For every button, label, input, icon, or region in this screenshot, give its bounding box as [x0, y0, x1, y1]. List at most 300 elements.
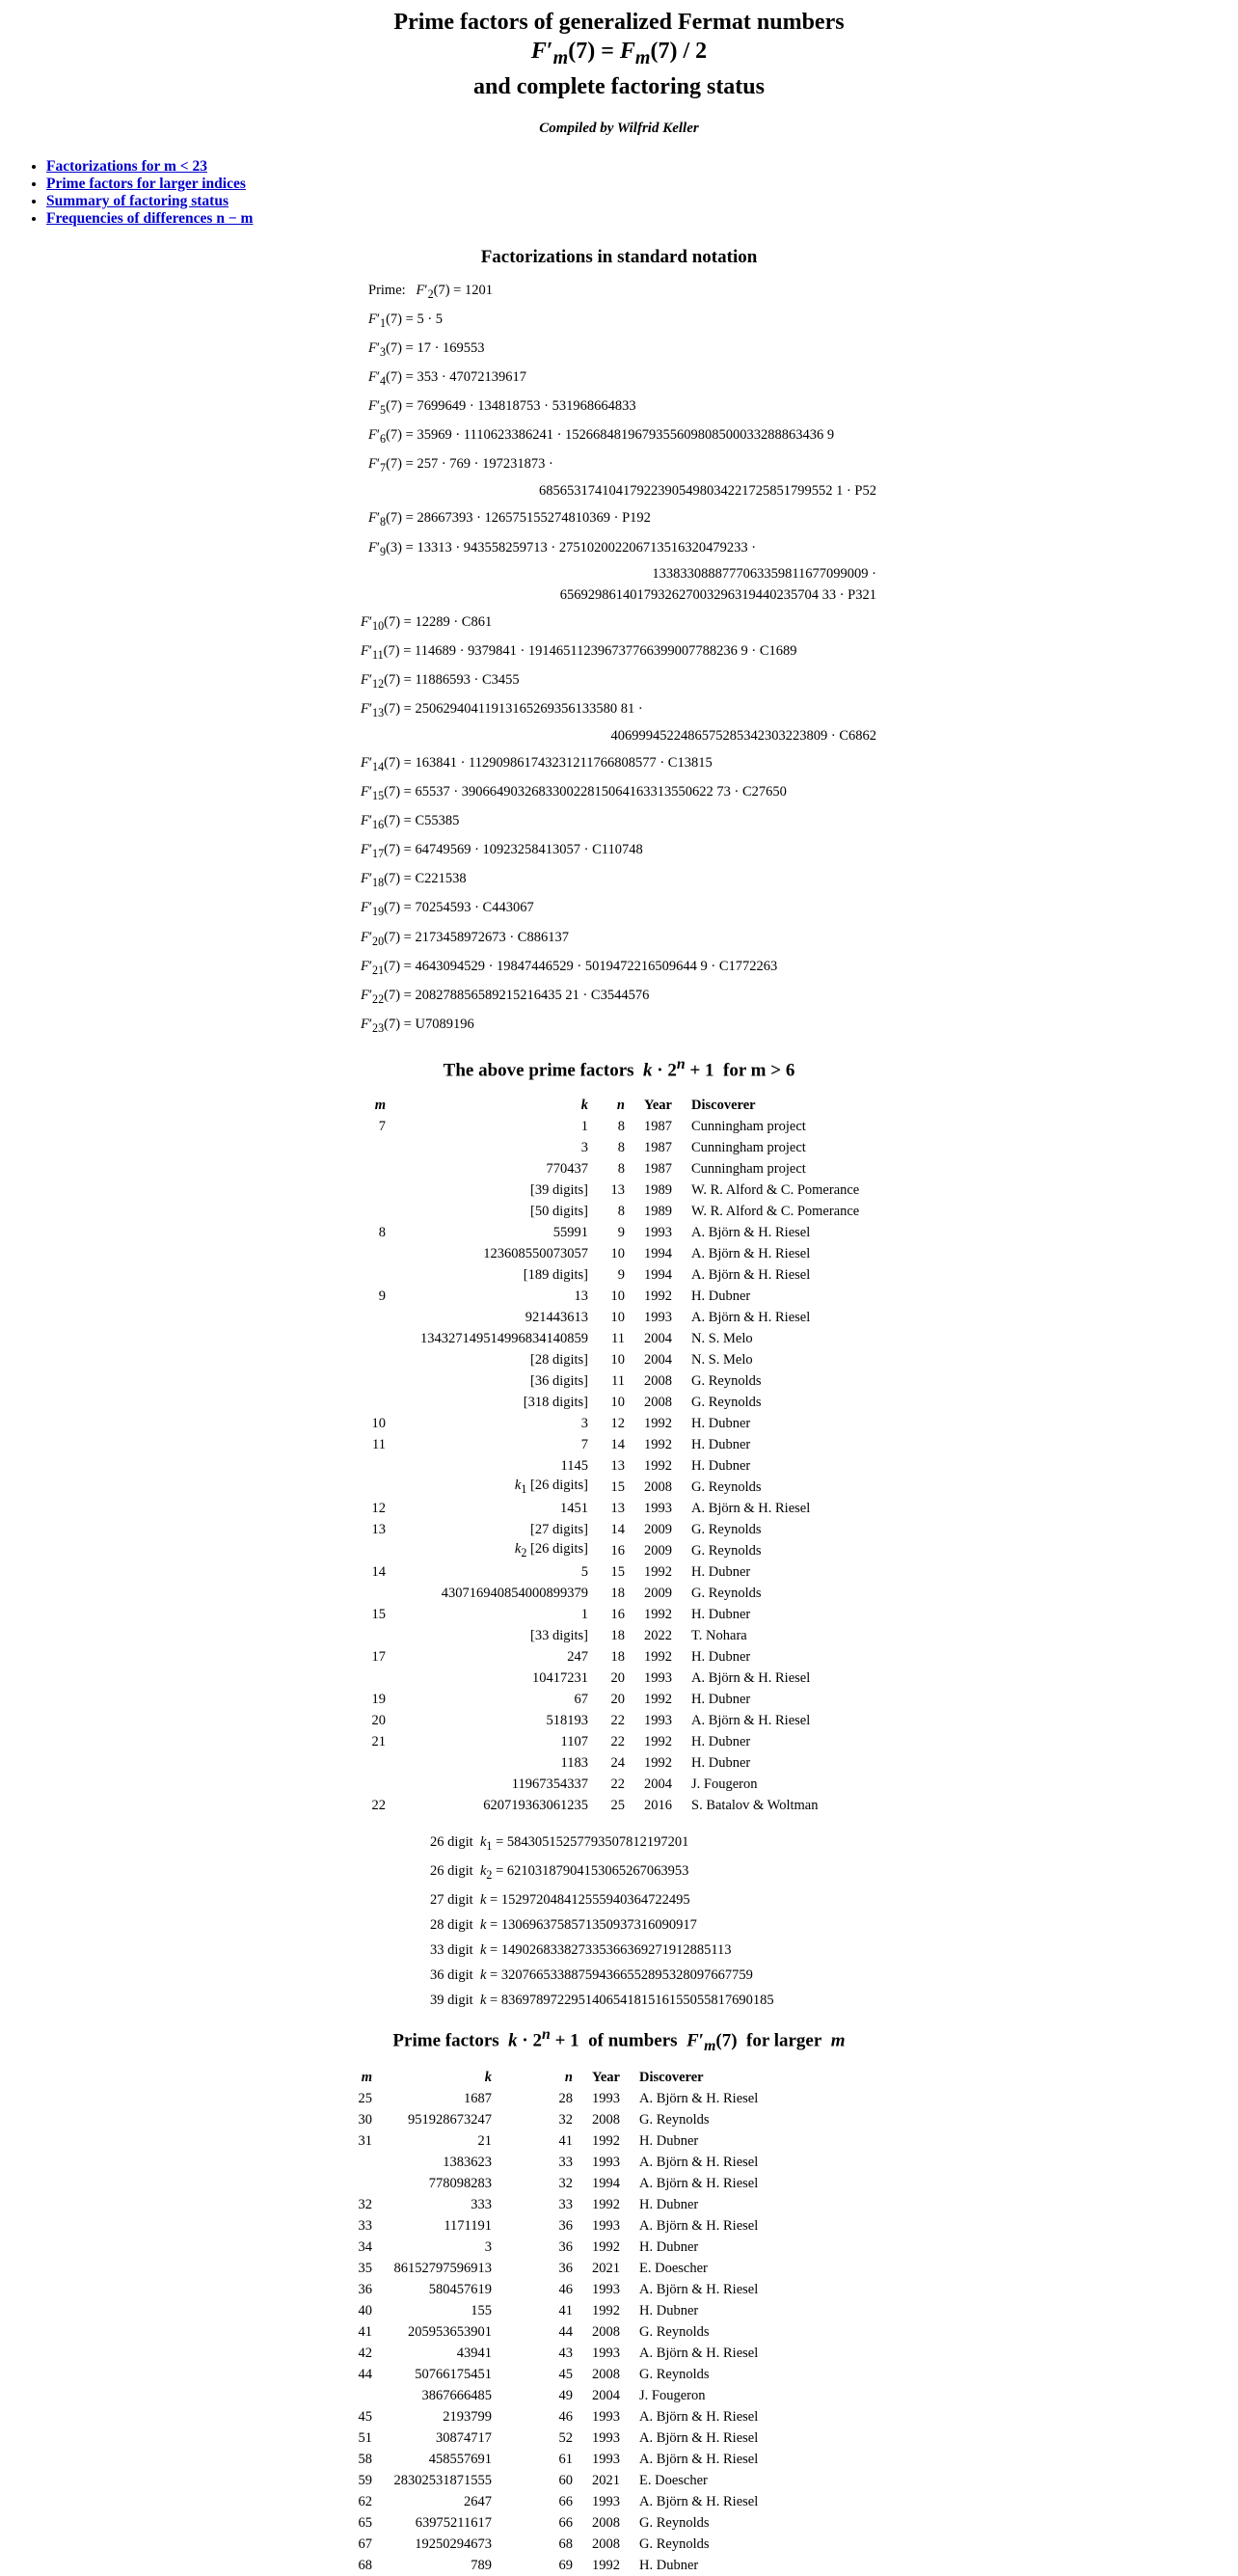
cell-n: 18: [610, 1627, 625, 1643]
digit-row: 39 digit k = 836978972295140654181516155055817690185: [430, 1993, 774, 2009]
cell-n: 66: [558, 2514, 573, 2531]
factorization-row: $F'_8(7) = 28667393 \cdot 126575155274810369 \cdot P192$: [368, 510, 651, 529]
cell-discoverer: A. Björn & H. Riesel: [639, 2217, 759, 2234]
factorization-row: $F'_{19}(7) = 70254593 \cdot C443067$: [361, 900, 534, 919]
cell-k: 1451: [560, 1500, 588, 1516]
cell-m: 20: [371, 1712, 386, 1728]
table-row: [357, 1604, 869, 1625]
toc-link-larger-indices[interactable]: Prime factors for larger indices: [46, 175, 246, 192]
cell-discoverer: H. Dubner: [639, 2238, 699, 2255]
table-row: [343, 2555, 767, 2576]
cell-k: [28 digits]: [529, 1351, 588, 1368]
table-row: [343, 2385, 767, 2406]
factorization-row: Prime: $F'_2(7) = 1201$: [368, 282, 493, 301]
table-row: [343, 2173, 767, 2194]
factorization-row: $F'_3(7) = 17 \cdot 169553$: [368, 339, 485, 359]
table-row: [343, 2130, 767, 2152]
cell-k: 205953653901: [408, 2323, 492, 2340]
cell-k: 134327149514996834140859: [420, 1330, 588, 1346]
cell-discoverer: H. Dubner: [691, 1754, 751, 1771]
cell-m: [357, 1180, 395, 1201]
cell-n: 12: [610, 1415, 625, 1431]
cell-discoverer: G. Reynolds: [691, 1585, 762, 1601]
cell-n: 10: [610, 1309, 625, 1325]
k-symbol: k: [479, 1834, 487, 1851]
table-row: [357, 1434, 869, 1455]
cell-year: 1989: [644, 1181, 672, 1198]
index-m: 19: [372, 905, 385, 919]
cell-discoverer: H. Dubner: [691, 1563, 751, 1580]
table-row: [357, 1137, 869, 1158]
cell-year: 1992: [644, 1415, 672, 1431]
table-row: [343, 2406, 767, 2427]
table-row: [357, 1689, 869, 1710]
base-arg: 7: [388, 900, 396, 916]
cell-discoverer: A. Björn & H. Riesel: [639, 2090, 759, 2106]
title-formula: $F'_m(7) = F_m(7) / 2$: [530, 39, 708, 68]
table-row: [343, 2258, 767, 2279]
col-header-year: Year: [592, 2069, 620, 2085]
cell-m: [343, 2173, 382, 2194]
cell-k: 50766175451: [415, 2366, 492, 2382]
toc-item: [46, 210, 1238, 228]
factorization-value: 114689 · 9379841 · 191465112396737766399007788236 9 · C1689: [415, 642, 797, 659]
factorization-value: 257 · 769 · 197231873 ·: [417, 456, 553, 473]
cell-m: 67: [358, 2535, 372, 2552]
cell-n: 41: [558, 2132, 573, 2149]
cell-n: 8: [617, 1118, 625, 1134]
cell-n: 10: [610, 1351, 625, 1368]
base-arg: 7: [388, 613, 396, 630]
cell-m: [357, 1625, 395, 1646]
fermat-symbol: F: [368, 510, 377, 527]
index-m: 14: [372, 759, 385, 773]
cell-n: 22: [610, 1776, 625, 1792]
cell-k: 458557691: [428, 2451, 492, 2467]
cell-discoverer: G. Reynolds: [639, 2323, 710, 2340]
table-row: [357, 1795, 869, 1816]
cell-k: 3867666485: [421, 2387, 492, 2403]
factorization-row: $F'_5(7) = 7699649 \cdot 134818753 \cdot 531968664833$: [368, 398, 636, 418]
table-row: [343, 2300, 767, 2321]
table-row: [357, 1752, 869, 1774]
cell-n: 10: [610, 1394, 625, 1410]
factorization-row: $F'_{17}(7) = 64749569 \cdot 10923258413057 \cdot C110748$: [361, 842, 643, 861]
table-row: [357, 1158, 869, 1180]
cell-year: 1992: [644, 1606, 672, 1622]
cell-k: 43941: [456, 2345, 492, 2361]
table-row: [357, 1116, 869, 1137]
base-arg: 7: [438, 282, 445, 298]
cell-discoverer: W. R. Alford & C. Pomerance: [691, 1181, 860, 1198]
base-arg: 7: [390, 311, 398, 327]
cell-k: 1171191: [444, 2217, 492, 2234]
cell-year: 1994: [644, 1266, 672, 1283]
toc-item: [46, 176, 1238, 193]
table-row: [357, 1625, 869, 1646]
table-row: [357, 1180, 869, 1201]
cell-year: 1992: [644, 1457, 672, 1474]
fermat-symbol: F: [361, 784, 369, 800]
cell-n: 60: [558, 2472, 573, 2488]
fermat-symbol: F: [361, 1016, 369, 1032]
fermat-symbol: F: [361, 671, 369, 688]
cell-n: 28: [558, 2090, 573, 2106]
cell-m: [357, 1752, 395, 1774]
cell-m: 36: [358, 2281, 372, 2297]
cell-n: 11: [611, 1372, 625, 1389]
cell-k: 580457619: [428, 2281, 492, 2297]
factorization-value: C55385: [415, 813, 460, 829]
cell-n: 9: [617, 1266, 625, 1283]
fermat-symbol: F: [368, 427, 377, 444]
k-value: 1306963758571350937316090917: [500, 1917, 697, 1934]
table-row: [343, 2279, 767, 2300]
cell-year: 1992: [592, 2132, 620, 2149]
table-row: [357, 1307, 869, 1328]
cell-k: 1107: [560, 1733, 588, 1749]
k-value: 149026833827335366369271912885113: [500, 1942, 732, 1959]
cell-discoverer: T. Nohara: [691, 1627, 747, 1643]
cell-year: 1993: [592, 2154, 620, 2170]
cell-m: 25: [358, 2090, 372, 2106]
k-symbol: k: [514, 1541, 522, 1558]
cell-k: 5: [580, 1563, 588, 1580]
base-arg: 7: [388, 671, 396, 688]
factorization-value: 65537 · 390664903268330022815064163313550622 73 · C27650: [415, 784, 787, 800]
factorization-value: 35969 · 1110623386241 · 1526684819679355609808500033288863436 9: [417, 427, 835, 444]
cell-discoverer: Cunningham project: [691, 1118, 806, 1134]
cell-k: [39 digits]: [529, 1181, 588, 1198]
cell-m: 65: [358, 2514, 372, 2531]
cell-m: 58: [358, 2451, 372, 2467]
factorization-value: 12289 · C861: [415, 613, 493, 630]
factorization-value: 13313 · 943558259713 · 275102002206713516320479233 ·: [417, 539, 757, 556]
cell-discoverer: A. Björn & H. Riesel: [639, 2451, 759, 2467]
cell-k: 2193799: [443, 2408, 492, 2425]
table-row: [357, 1328, 869, 1349]
cell-n: 18: [610, 1648, 625, 1665]
col-header-k: k: [580, 1097, 588, 1113]
factorization-row: $F'_{21}(7) = 4643094529 \cdot 19847446529 \cdot 5019472216509644$ 9 · C1772263: [361, 958, 778, 977]
index-m: 22: [372, 991, 385, 1006]
digit-row: 28 digit k = 1306963758571350937316090917: [430, 1917, 697, 1934]
cell-year: 1994: [644, 1245, 672, 1261]
cell-discoverer: G. Reynolds: [691, 1372, 762, 1389]
k-subscript: 1: [521, 1482, 527, 1497]
digit-count: 36 digit: [430, 1967, 473, 1984]
index-m: 18: [372, 876, 385, 890]
factorization-row: $F'_{11}(7) = 114689 \cdot 9379841 \cdot 191465112396737766399007788236$ 9 · C1689: [361, 642, 797, 662]
cell-discoverer: A. Björn & H. Riesel: [639, 2408, 759, 2425]
table-row: [357, 1710, 869, 1731]
cell-year: 2022: [644, 1627, 672, 1643]
cell-year: 2004: [592, 2387, 620, 2403]
digit-row: 33 digit k = 149026833827335366369271912885113: [430, 1942, 732, 1959]
cell-n: 32: [558, 2175, 573, 2191]
cell-year: 1992: [644, 1733, 672, 1749]
cell-k: 21: [477, 2132, 492, 2149]
cell-m: 32: [358, 2196, 372, 2212]
cell-year: 1993: [644, 1500, 672, 1516]
index-m: 4: [380, 373, 387, 388]
cell-n: 20: [610, 1691, 625, 1707]
toc-link-summary[interactable]: Summary of factoring status: [46, 192, 229, 209]
cell-n: 18: [610, 1585, 625, 1601]
cell-k: [27 digits]: [529, 1521, 588, 1537]
factorization-value: 28667393 · 126575155274810369 · P192: [417, 510, 651, 527]
cell-year: 1993: [644, 1309, 672, 1325]
cell-discoverer: N. S. Melo: [691, 1330, 753, 1346]
table-row: [357, 1668, 869, 1689]
cell-n: 8: [617, 1203, 625, 1219]
cell-k: 951928673247: [408, 2111, 492, 2128]
k-value: 152972048412555940364722495: [500, 1892, 690, 1909]
cell-m: [357, 1477, 395, 1498]
cell-n: 10: [610, 1245, 625, 1261]
fermat-symbol: F: [361, 958, 369, 974]
base-arg: 7: [388, 755, 396, 772]
base-arg: 7: [390, 456, 398, 473]
table-row: [357, 1243, 869, 1264]
cell-m: [343, 2152, 382, 2173]
cell-year: 1992: [644, 1754, 672, 1771]
table-row: [357, 1455, 869, 1477]
table-row: [357, 1222, 869, 1243]
factorization-value: 25062940411913165269356133580 81 ·: [415, 700, 643, 717]
table-row: [357, 1392, 869, 1413]
cell-year: 2008: [644, 1478, 672, 1495]
digit-count: 26 digit: [430, 1863, 473, 1880]
cell-m: [357, 1137, 395, 1158]
cell-m: [357, 1540, 395, 1561]
factorization-row: $F'_{23}(7) = U7089196$: [361, 1016, 474, 1035]
index-m: 16: [372, 818, 385, 832]
table-row: [343, 2088, 767, 2109]
k-value: 836978972295140654181516155055817690185: [500, 1993, 774, 2009]
cell-year: 2009: [644, 1521, 672, 1537]
cell-k: 67: [574, 1691, 588, 1707]
cell-m: [357, 1243, 395, 1264]
cell-n: 14: [610, 1436, 625, 1452]
cell-discoverer: A. Björn & H. Riesel: [691, 1266, 811, 1283]
cell-year: 1993: [592, 2451, 620, 2467]
cell-n: 49: [558, 2387, 573, 2403]
section-heading-above-prime-factors: The above prime factors $k \cdot 2^n + 1$ for m > 6: [443, 1055, 795, 1081]
table-row: [357, 1349, 869, 1370]
factorization-value: 5 · 5: [417, 311, 444, 327]
base-arg: 7: [390, 427, 398, 444]
prime-label: Prime:: [368, 282, 406, 298]
cell-m: 68: [358, 2557, 372, 2573]
index-m: 23: [372, 1020, 385, 1035]
title-line-3: and complete factoring status: [473, 73, 765, 99]
fermat-symbol: F: [361, 813, 369, 829]
k-digits: [26 digits]: [526, 1478, 588, 1494]
toc-link-factorizations[interactable]: Factorizations for m < 23: [46, 157, 207, 175]
cell-m: [357, 1668, 395, 1689]
cell-m: 17: [371, 1648, 386, 1665]
cell-n: 15: [610, 1478, 625, 1495]
fermat-symbol: F: [361, 900, 369, 916]
cell-m: 8: [378, 1224, 386, 1240]
cell-k: [189 digits]: [523, 1266, 588, 1283]
cell-year: 1993: [592, 2429, 620, 2446]
cell-m: [357, 1307, 395, 1328]
cell-k: 19250294673: [415, 2535, 492, 2552]
cell-discoverer: A. Björn & H. Riesel: [691, 1712, 811, 1728]
factorization-value: 353 · 47072139617: [417, 369, 527, 386]
k-symbol: k: [479, 1892, 487, 1909]
cell-discoverer: H. Dubner: [639, 2557, 699, 2573]
cell-n: 46: [558, 2281, 573, 2297]
k-subscript: 1: [486, 1839, 493, 1854]
table-row: [357, 1286, 869, 1307]
cell-k: [33 digits]: [529, 1627, 588, 1643]
cell-m: 19: [371, 1691, 386, 1707]
digit-row: 36 digit k = 320766533887594366552895328097667759: [430, 1967, 753, 1984]
table-row: [357, 1201, 869, 1222]
cell-discoverer: A. Björn & H. Riesel: [691, 1500, 811, 1516]
base-arg: 7: [388, 700, 396, 717]
base-arg: 7: [388, 813, 396, 829]
factorization-value: 208278856589215216435 21 · C3544576: [415, 987, 650, 1003]
cell-year: 1992: [592, 2557, 620, 2573]
table-row: [343, 2237, 767, 2258]
k-value: 320766533887594366552895328097667759: [500, 1967, 753, 1984]
cell-discoverer: H. Dubner: [639, 2196, 699, 2212]
table-row: [357, 1519, 869, 1540]
cell-m: 34: [358, 2238, 372, 2255]
page-title: [0, 0, 1238, 101]
cell-year: 1993: [592, 2345, 620, 2361]
cell-k: 30874717: [436, 2429, 492, 2446]
cell-year: 1993: [644, 1224, 672, 1240]
cell-discoverer: G. Reynolds: [691, 1542, 762, 1559]
cell-k: 123608550073057: [483, 1245, 588, 1261]
table-row: [343, 2364, 767, 2385]
index-m: 5: [380, 403, 387, 418]
factorization-row: $F'_4(7) = 353 \cdot 47072139617$: [368, 369, 527, 388]
cell-n: 16: [610, 1542, 625, 1559]
table-row: [343, 2534, 767, 2555]
fermat-symbol: F: [361, 613, 369, 630]
cell-k: 3: [484, 2238, 492, 2255]
cell-k: 1: [580, 1118, 588, 1134]
cell-k: 7: [580, 1436, 588, 1452]
cell-k: 1383623: [443, 2154, 492, 2170]
factorization-row: $F'_{22}(7) = 208278856589215216435$ 21 · C3544576: [361, 987, 650, 1006]
table-row: [357, 1561, 869, 1583]
cell-year: 2008: [644, 1394, 672, 1410]
section-heading-larger-m: Prime factors $k \cdot 2^n + 1$ of numbers $F'_m(7)$ for larger m: [392, 2026, 846, 2055]
cell-k: 155: [471, 2302, 492, 2318]
cell-k: 55991: [552, 1224, 588, 1240]
factorization-value: C221538: [415, 871, 467, 887]
toc-link-frequencies[interactable]: Frequencies of differences n − m: [46, 209, 254, 227]
prime-factors-table: [357, 1095, 869, 1816]
cell-year: 1987: [644, 1139, 672, 1155]
cell-k: 2647: [464, 2493, 492, 2509]
col-header-discoverer: Discoverer: [639, 2069, 704, 2085]
table-row: [343, 2109, 767, 2130]
cell-k: [395, 1540, 598, 1561]
index-m: 11: [372, 647, 384, 662]
index-m: 9: [380, 544, 387, 558]
table-row: [343, 2470, 767, 2491]
table-header-row: [357, 1095, 869, 1116]
cell-year: 1993: [592, 2090, 620, 2106]
cell-year: 1992: [592, 2196, 620, 2212]
toc-item: [46, 193, 1238, 210]
cell-m: [357, 1264, 395, 1286]
cell-k: 333: [471, 2196, 492, 2212]
table-of-contents: [0, 158, 1238, 228]
cell-discoverer: G. Reynolds: [639, 2111, 710, 2128]
table-row: [357, 1477, 869, 1498]
cell-m: [357, 1370, 395, 1392]
k-subscript: 2: [521, 1546, 527, 1560]
cell-m: [357, 1392, 395, 1413]
cell-discoverer: Cunningham project: [691, 1160, 806, 1177]
table-row: [357, 1540, 869, 1561]
cell-k: 518193: [546, 1712, 588, 1728]
base-arg: 7: [388, 642, 395, 659]
cell-k: [318 digits]: [523, 1394, 588, 1410]
table-header-row: [343, 2067, 767, 2088]
cell-n: 24: [610, 1754, 625, 1771]
digit-values-list: [430, 1830, 1238, 2013]
k-symbol: k: [479, 1967, 487, 1984]
cell-k: 430716940854000899379: [441, 1585, 588, 1601]
index-m: 3: [380, 344, 387, 359]
cell-m: 41: [358, 2323, 372, 2340]
k-value: 58430515257793507812197201: [506, 1834, 689, 1851]
cell-discoverer: G. Reynolds: [639, 2514, 710, 2531]
cell-n: 68: [558, 2535, 573, 2552]
cell-m: [343, 2385, 382, 2406]
cell-discoverer: A. Björn & H. Riesel: [639, 2154, 759, 2170]
table-row: [343, 2215, 767, 2237]
cell-year: 2021: [592, 2472, 620, 2488]
digit-count: 28 digit: [430, 1917, 473, 1934]
index-m: 1: [380, 315, 387, 330]
cell-n: 8: [617, 1139, 625, 1155]
cell-year: 1987: [644, 1160, 672, 1177]
cell-n: 36: [558, 2217, 573, 2234]
cell-k: 1687: [464, 2090, 492, 2106]
cell-year: 2021: [592, 2260, 620, 2276]
factorization-list: [361, 278, 1238, 1041]
k-symbol: k: [479, 1863, 487, 1880]
cell-n: 52: [558, 2429, 573, 2446]
fermat-symbol: F: [368, 311, 377, 327]
col-header-discoverer: Discoverer: [691, 1097, 756, 1113]
k-symbol: k: [479, 1917, 487, 1934]
cell-k: 28302531871555: [393, 2472, 492, 2488]
factorization-value: 4643094529 · 19847446529 · 5019472216509644 9 · C1772263: [415, 958, 778, 974]
larger-m-table: [343, 2067, 767, 2576]
cell-n: 20: [610, 1669, 625, 1686]
cell-k: 63975211617: [415, 2514, 492, 2531]
cell-year: 1992: [644, 1648, 672, 1665]
cell-m: 12: [371, 1500, 386, 1516]
cell-year: 2016: [644, 1797, 672, 1813]
base-arg: 7: [390, 339, 398, 356]
fermat-symbol: F: [361, 929, 369, 945]
toc-item: [46, 158, 1238, 176]
cell-year: 1993: [592, 2408, 620, 2425]
